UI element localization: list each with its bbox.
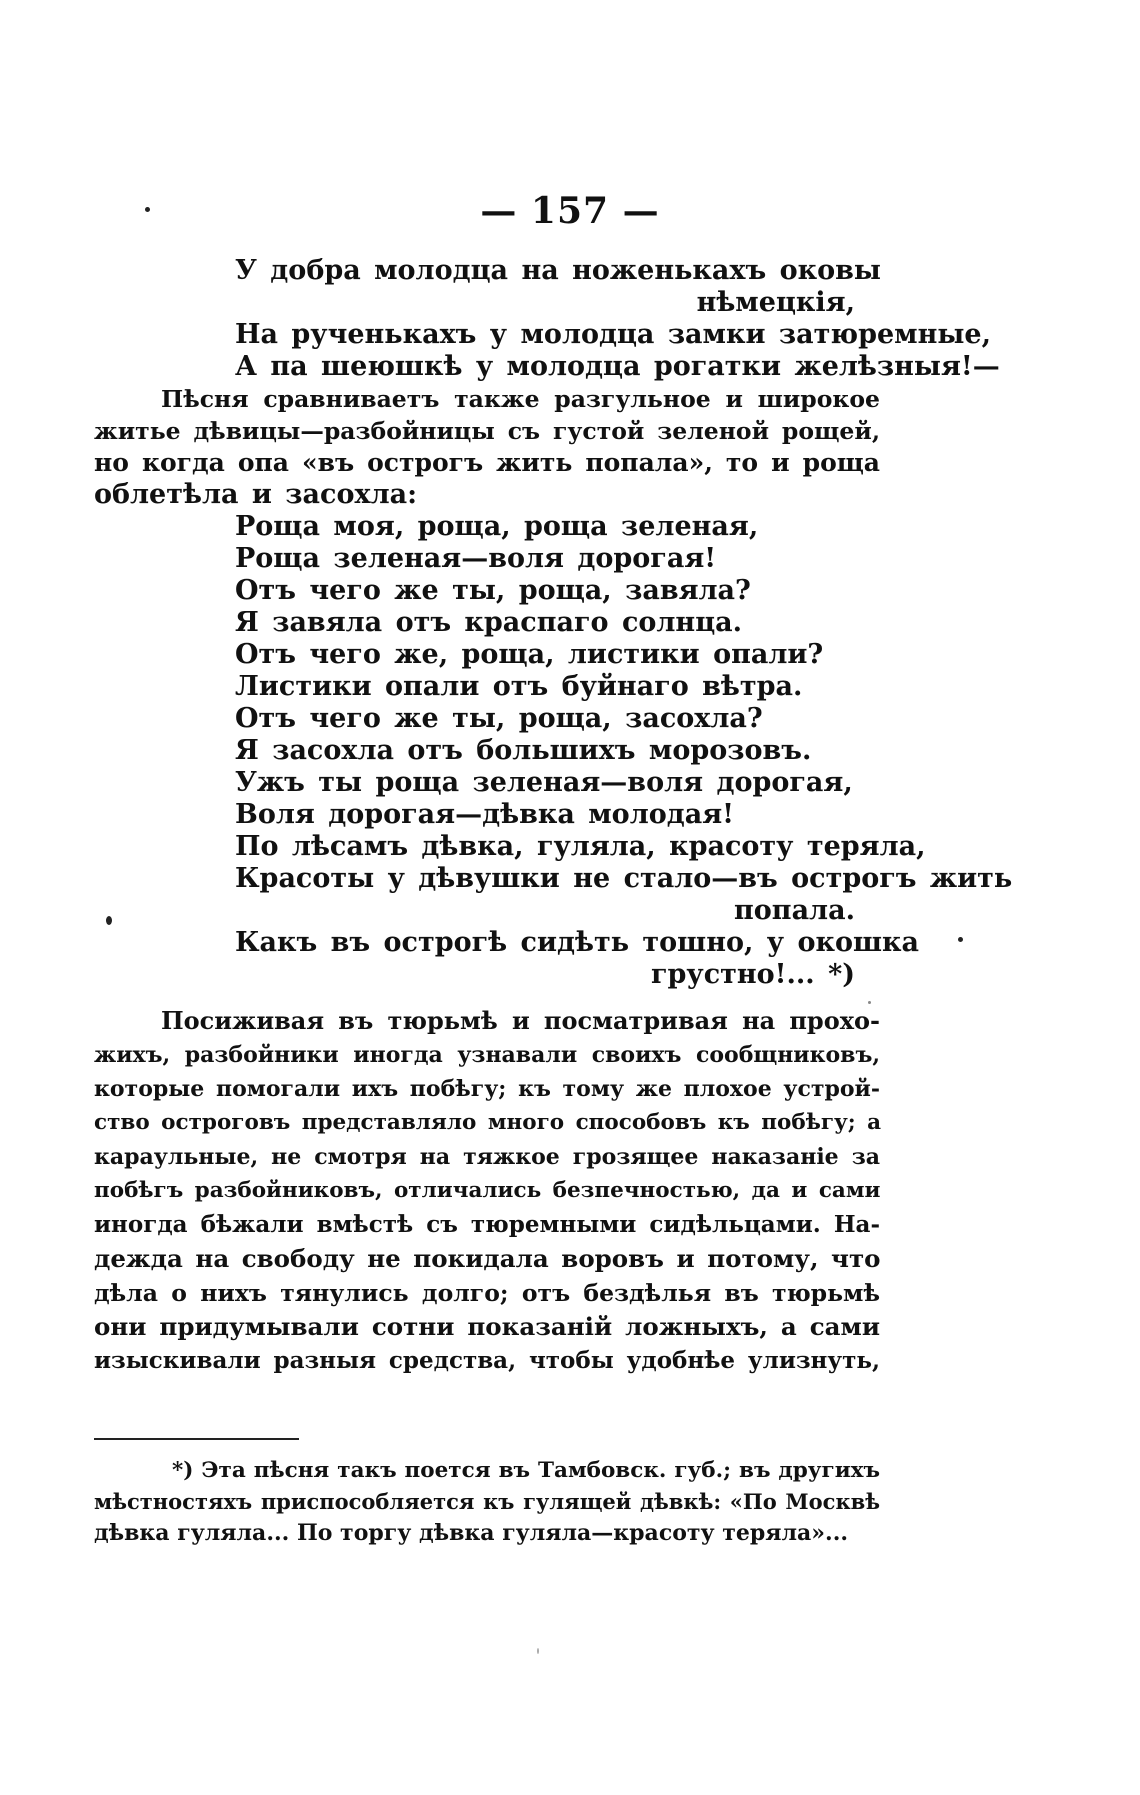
print-speck — [145, 207, 150, 212]
print-speck — [537, 1648, 539, 1654]
print-speck — [868, 1001, 871, 1004]
prose-line: изыскивали разныя средства, чтобы удобнѣе улизнуть, — [94, 1347, 880, 1374]
page-number: — 157 — — [480, 190, 660, 232]
footnote-line: дѣвка гуляла... По торгу дѣвка гуляла—красоту теряла»... — [94, 1520, 849, 1546]
verse-line: Отъ чего же ты, роща, засохла? — [235, 703, 763, 734]
prose-line: жихъ, разбойники иногда узнавали своихъ сообщниковъ, — [94, 1042, 880, 1068]
verse-line: Роща моя, роща, роща зеленая, — [235, 511, 759, 542]
print-speck — [106, 916, 112, 925]
verse-line: Ужъ ты роща зеленая—воля дорогая, — [235, 767, 853, 798]
prose-line: караульные, не смотря на тяжкое грозящее наказаніе за — [94, 1144, 880, 1170]
verse-line: Воля дорогая—дѣвка молодая! — [235, 799, 735, 830]
verse-line: А па шеюшкѣ у молодца рогатки желѣзныя!— — [235, 351, 1000, 382]
verse-line: Роща зеленая—воля дорогая! — [235, 543, 717, 574]
verse-line: По лѣсамъ дѣвка, гуляла, красоту теряла, — [235, 831, 926, 862]
prose-line: они придумывали сотни показаній ложныхъ, а сами — [94, 1312, 880, 1341]
prose-line: ство остроговъ представляло много способовъ къ побѣгу; а — [94, 1110, 882, 1135]
footnote-divider — [94, 1438, 299, 1440]
verse-line: На рученькахъ у молодца замки затюремные, — [235, 319, 991, 350]
verse-line: грустно!... *) — [651, 959, 855, 990]
verse-line: Я засохла отъ большихъ морозовъ. — [235, 735, 812, 766]
prose-line: побѣгъ разбойниковъ, отличались безпечностью, да и сами — [94, 1178, 881, 1203]
verse-line: Красоты у дѣвушки не стало—въ острогъ жить — [235, 863, 1013, 894]
verse-line: Отъ чего же ты, роща, завяла? — [235, 575, 751, 606]
footnote-line: *) Эта пѣсня такъ поется въ Тамбовск. губ.; въ другихъ — [172, 1458, 880, 1483]
prose-line: Посиживая въ тюрьмѣ и посматривая на прохо- — [161, 1006, 880, 1035]
prose-line: житье дѣвицы—разбойницы съ густой зеленой рощей, — [94, 417, 880, 445]
prose-line: но когда опа «въ острогъ жить попала», то и роща — [94, 448, 880, 477]
prose-line: облетѣла и засохла: — [94, 479, 418, 510]
verse-line: Какъ въ острогѣ сидѣть тошно, у окошка — [235, 927, 919, 958]
prose-line: иногда бѣжали вмѣстѣ съ тюремными сидѣльцами. На- — [94, 1211, 880, 1238]
verse-line: попала. — [734, 895, 855, 926]
verse-line: нѣмецкія, — [696, 287, 855, 318]
verse-line: Я завяла отъ краспаго солнца. — [235, 607, 743, 638]
print-speck — [958, 937, 963, 942]
verse-line: Отъ чего же, роща, листики опали? — [235, 639, 824, 670]
prose-line: Пѣсня сравниваетъ также разгульное и широкое — [161, 385, 880, 413]
verse-line: Листики опали отъ буйнаго вѣтра. — [235, 671, 803, 702]
prose-line: дежда на свободу не покидала воровъ и потому, что — [94, 1244, 881, 1273]
prose-line: дѣла о нихъ тянулись долго; отъ бездѣлья въ тюрьмѣ — [94, 1279, 880, 1307]
footnote-line: мѣстностяхъ приспособляется къ гулящей дѣвкѣ: «По Москвѣ — [94, 1489, 880, 1514]
verse-line: У добра молодца на ноженькахъ оковы — [235, 255, 881, 286]
prose-line: которые помогали ихъ побѣгу; къ тому же плохое устрой- — [94, 1076, 880, 1102]
